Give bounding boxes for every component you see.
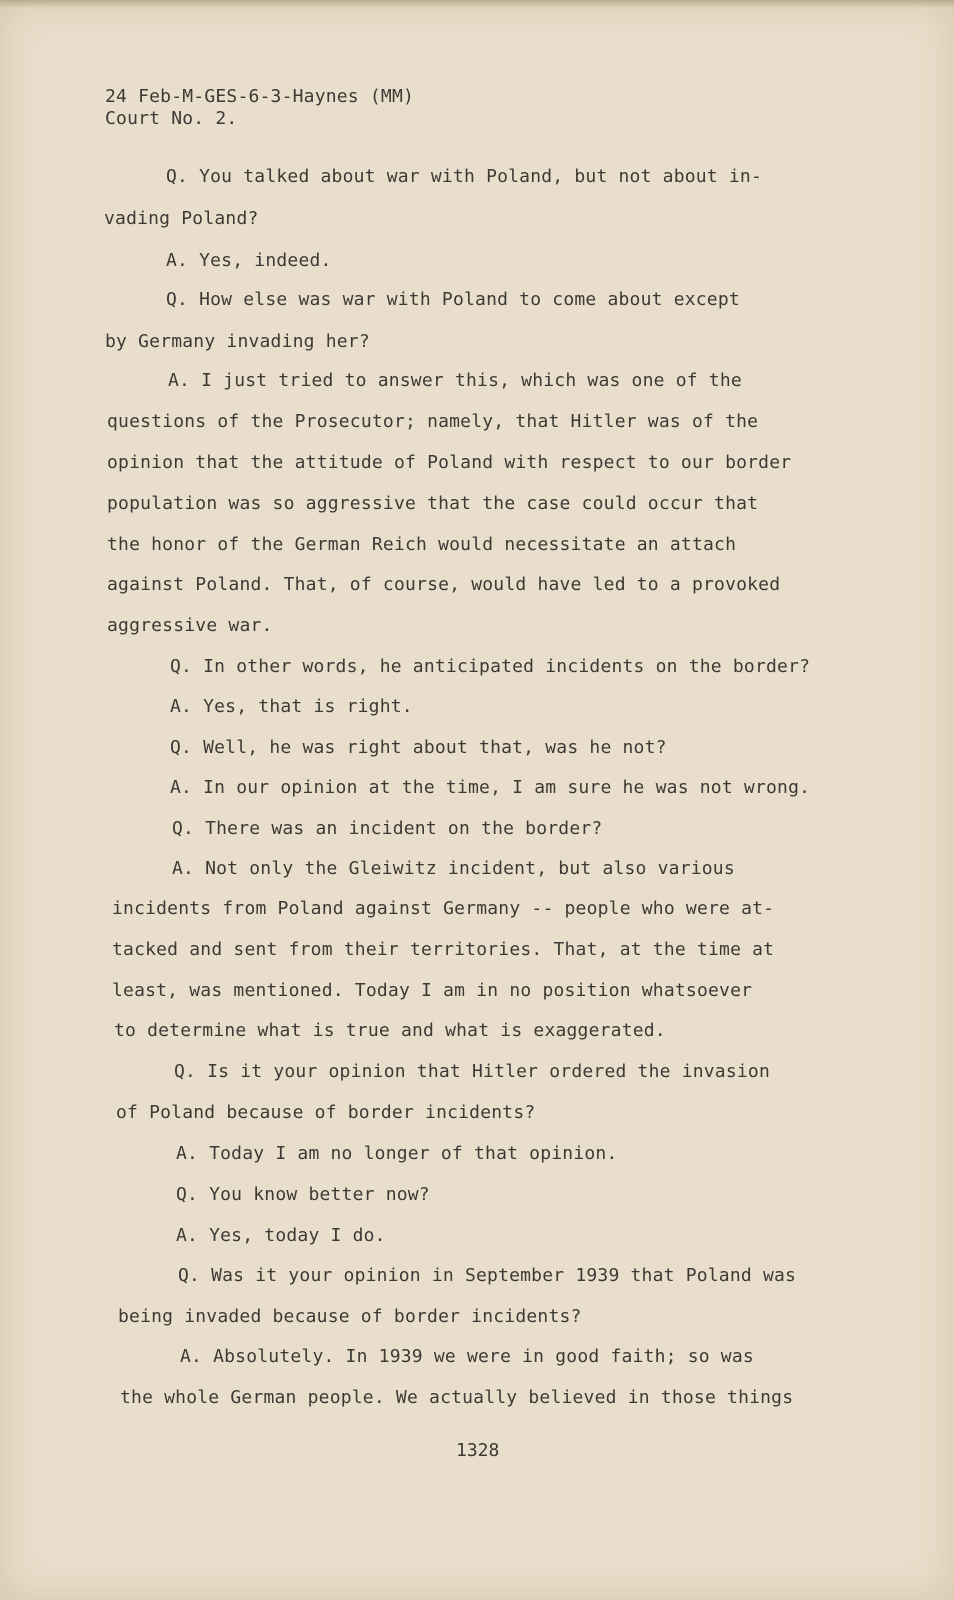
transcript-line-24: of Poland because of border incidents? bbox=[116, 1102, 536, 1123]
transcript-line-16: A. In our opinion at the time, I am sure he was not wrong. bbox=[170, 777, 811, 798]
transcript-line-30: A. Absolutely. In 1939 we were in good faith; so was bbox=[180, 1346, 754, 1367]
transcript-line-20: tacked and sent from their territories. That, at the time at bbox=[112, 939, 775, 960]
transcript-line-29: being invaded because of border incidents? bbox=[118, 1306, 582, 1327]
transcript-line-17: Q. There was an incident on the border? bbox=[172, 818, 603, 839]
transcript-line-27: A. Yes, today I do. bbox=[176, 1225, 386, 1246]
transcript-line-15: Q. Well, he was right about that, was he not? bbox=[170, 737, 667, 758]
transcript-line-1: Q. You talked about war with Poland, but not about in- bbox=[166, 166, 762, 187]
transcript-line-5: by Germany invading her? bbox=[105, 331, 370, 352]
transcript-line-14: A. Yes, that is right. bbox=[170, 696, 413, 717]
transcript-line-21: least, was mentioned. Today I am in no position whatsoever bbox=[112, 980, 753, 1001]
page-top-edge bbox=[0, 0, 954, 8]
header-court-number: Court No. 2. bbox=[105, 108, 238, 129]
transcript-line-28: Q. Was it your opinion in September 1939 that Poland was bbox=[178, 1265, 797, 1286]
transcript-line-22: to determine what is true and what is exaggerated. bbox=[114, 1020, 666, 1041]
header-reference: 24 Feb-M-GES-6-3-Haynes (MM) bbox=[105, 86, 415, 107]
transcript-line-31: the whole German people. We actually believed in those things bbox=[120, 1387, 794, 1408]
transcript-line-6: A. I just tried to answer this, which was one of the bbox=[168, 370, 742, 391]
page-number: 1328 bbox=[456, 1440, 500, 1461]
transcript-line-3: A. Yes, indeed. bbox=[166, 250, 332, 271]
transcript-line-26: Q. You know better now? bbox=[176, 1184, 430, 1205]
transcript-line-19: incidents from Poland against Germany -- people who were at- bbox=[112, 898, 775, 919]
transcript-line-4: Q. How else was war with Poland to come about except bbox=[166, 289, 740, 310]
transcript-line-13: Q. In other words, he anticipated incidents on the border? bbox=[170, 656, 811, 677]
transcript-line-11: against Poland. That, of course, would have led to a provoked bbox=[107, 574, 781, 595]
transcript-line-9: population was so aggressive that the case could occur that bbox=[107, 493, 759, 514]
transcript-line-12: aggressive war. bbox=[107, 615, 273, 636]
transcript-line-25: A. Today I am no longer of that opinion. bbox=[176, 1143, 618, 1164]
transcript-line-10: the honor of the German Reich would necessitate an attach bbox=[107, 534, 737, 555]
transcript-line-8: opinion that the attitude of Poland with respect to our border bbox=[107, 452, 792, 473]
transcript-line-2: vading Poland? bbox=[104, 208, 259, 229]
transcript-line-7: questions of the Prosecutor; namely, that Hitler was of the bbox=[107, 411, 759, 432]
transcript-line-18: A. Not only the Gleiwitz incident, but also various bbox=[172, 858, 735, 879]
transcript-line-23: Q. Is it your opinion that Hitler ordered the invasion bbox=[174, 1061, 770, 1082]
